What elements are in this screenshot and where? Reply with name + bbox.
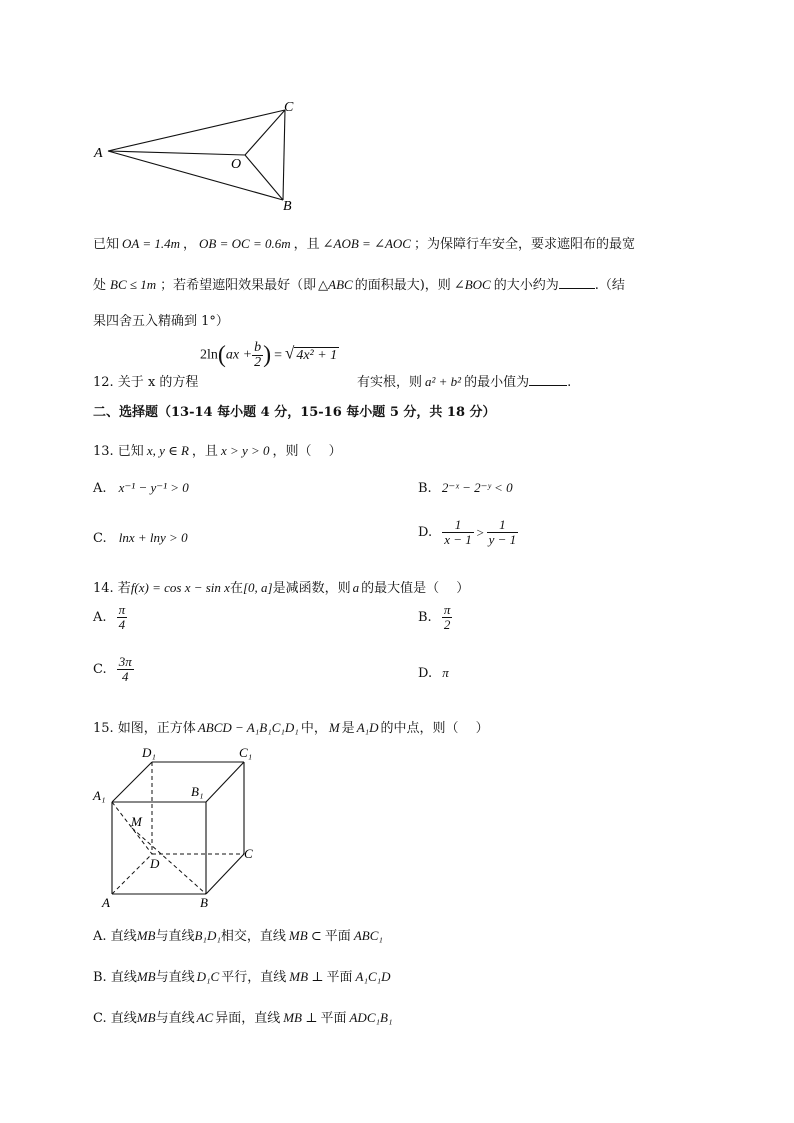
label-c: C xyxy=(284,100,294,115)
q15-stem: 15. 如图，正方体 ABCD − A₁B₁C₁D₁ 中， M 是 A₁D 的中点，则（ ） xyxy=(93,720,489,736)
q15-option-a[interactable]: A. 直线MB与直线B₁D₁相交，直线 MB ⊂ 平面 ABC₁ xyxy=(93,928,383,944)
label-m: M xyxy=(131,814,142,829)
q11-line1: 已知 OA = 1.4m ， OB = OC = 0.6m ，且 ∠AOB = ∠AOC ；为保障行车安全，要求遮阳布的最宽 xyxy=(93,236,635,252)
q11-line3: 果四舍五入精确到 1°） xyxy=(93,314,229,329)
q13-option-d[interactable]: D. $\frac{1}{x - 1}$ > $\frac{1}{y - 1}$ xyxy=(418,517,517,547)
q15-option-b[interactable]: B. 直线MB与直线 D₁C 平行，直线 MB ⊥ 平面 A₁C₁D xyxy=(93,969,391,985)
q15-option-c[interactable]: C. 直线MB与直线 AC 异面，直线 MB ⊥ 平面 ADC₁B₁ xyxy=(93,1010,393,1026)
q13-option-a[interactable]: A. x⁻¹ − y⁻¹ > 0 xyxy=(93,480,189,496)
triangle-figure xyxy=(90,95,310,220)
q11-line2: 处 BC ≤ 1m ；若希望遮阳效果最好（即 △ABC 的面积最大)，则 ∠BOC 的大小约为 .（结 xyxy=(93,277,625,293)
cube-figure xyxy=(88,740,278,912)
label-b: B xyxy=(200,895,208,910)
q11-answer-blank[interactable] xyxy=(559,288,595,289)
q12-stem: 12. 关于 x 的方程 xyxy=(93,375,199,390)
q14-option-a[interactable]: A. $\frac{\pi}{4}$ xyxy=(93,602,126,632)
q12-equation: 2ln(ax + $\frac{b}{2}$ ) = √ 4x² + 1 xyxy=(200,340,338,370)
q14-option-c[interactable]: C. $\frac{3\pi}{4}$ xyxy=(93,654,132,684)
label-b: B xyxy=(283,199,292,214)
label-d1: D₁ xyxy=(142,745,156,760)
label-c1: C₁ xyxy=(239,745,253,760)
label-b1: B₁ xyxy=(191,784,204,799)
label-a1: A₁ xyxy=(93,788,106,803)
label-d: D xyxy=(150,856,160,871)
label-a: A xyxy=(102,895,110,910)
q12-tail: 有实根，则 a² + b² 的最小值为 . xyxy=(357,374,572,390)
q13-option-b[interactable]: B. 2⁻ˣ − 2⁻ʸ < 0 xyxy=(418,480,513,496)
q13-stem: 13. 已知 x, y ∈ R ，且 x > y > 0 ，则（ ） xyxy=(93,443,342,459)
label-c: C xyxy=(244,846,253,861)
q13-option-c[interactable]: C. lnx + lny > 0 xyxy=(93,530,188,546)
label-a: A xyxy=(94,146,103,161)
label-o: O xyxy=(231,157,242,172)
q14-stem: 14. 若f(x) = cos x − sin x在[0, a]是减函数，则 a 的最大值是（ ） xyxy=(93,580,470,596)
q14-option-b[interactable]: B. $\frac{\pi}{2}$ xyxy=(418,602,451,632)
q12-answer-blank[interactable] xyxy=(529,385,567,386)
section-2-heading: 二、选择题（13-14 每小题 4 分，15-16 每小题 5 分，共 18 分） xyxy=(93,405,496,420)
q14-option-d[interactable]: D. π xyxy=(418,665,449,681)
